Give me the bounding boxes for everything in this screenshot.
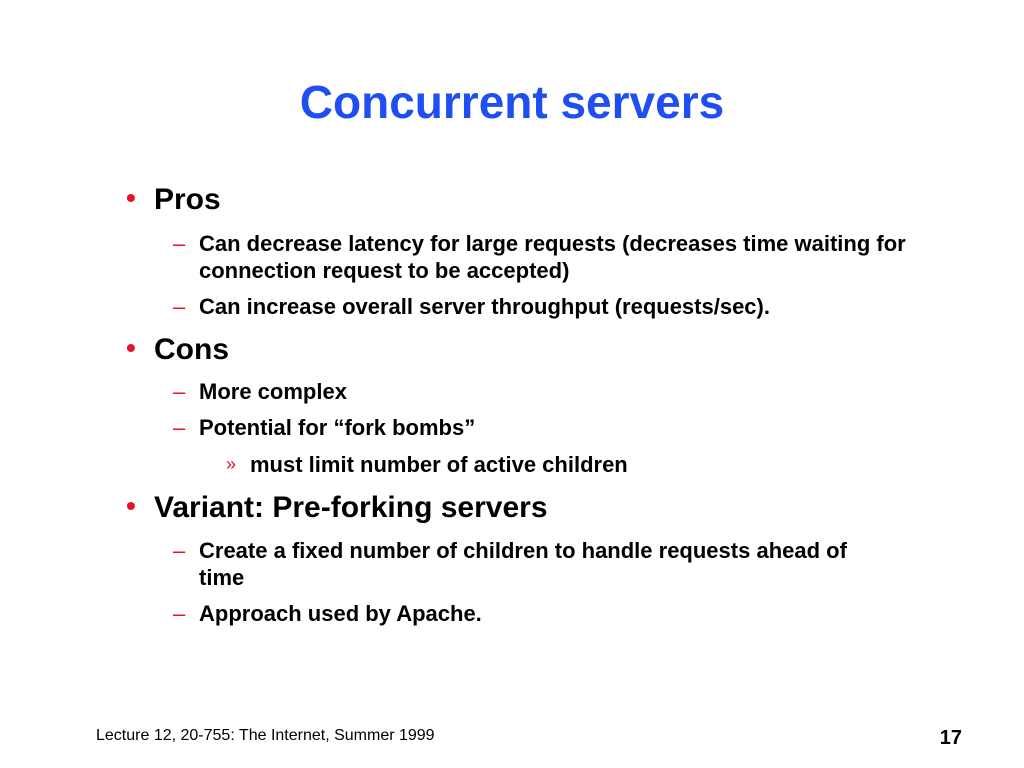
list-item — [173, 293, 913, 320]
bullet-heading: Variant: Pre-forking servers — [154, 491, 548, 524]
sub-list-item — [226, 451, 906, 478]
dash-icon: – — [173, 415, 186, 440]
list-item-text: Can decrease latency for large requests (decreases time waiting for connection request to be accepted) — [199, 231, 906, 283]
list-item-text: Approach used by Apache. — [199, 601, 482, 626]
list-item — [173, 537, 913, 591]
dash-icon: – — [173, 231, 186, 256]
list-item — [173, 378, 913, 405]
list-item-text: Potential for “fork bombs” — [199, 415, 476, 440]
dash-icon: – — [173, 294, 186, 319]
bullet-icon: • — [126, 490, 136, 521]
bullet-heading: Cons — [154, 333, 229, 366]
bullet-heading: Pros — [154, 183, 221, 216]
list-item — [173, 414, 913, 441]
dash-icon: – — [173, 538, 186, 563]
sub-list-item-text: must limit number of active children — [250, 452, 628, 477]
list-item — [173, 230, 913, 284]
list-item-text: More complex — [199, 379, 347, 404]
dash-icon: – — [173, 601, 186, 626]
page-number: 17 — [939, 727, 962, 749]
bullet-icon: • — [126, 182, 136, 213]
list-item — [173, 600, 913, 627]
slide-title: Concurrent servers — [299, 76, 725, 128]
chevron-double-right-icon: » — [226, 454, 237, 474]
footer-course-label: Lecture 12, 20-755: The Internet, Summer 1999 — [96, 727, 435, 744]
list-item-text: Can increase overall server throughput (requests/sec). — [199, 294, 770, 319]
dash-icon: – — [173, 379, 186, 404]
list-item-text: Create a fixed number of children to handle requests ahead of time — [199, 538, 847, 590]
bullet-icon: • — [126, 332, 136, 363]
